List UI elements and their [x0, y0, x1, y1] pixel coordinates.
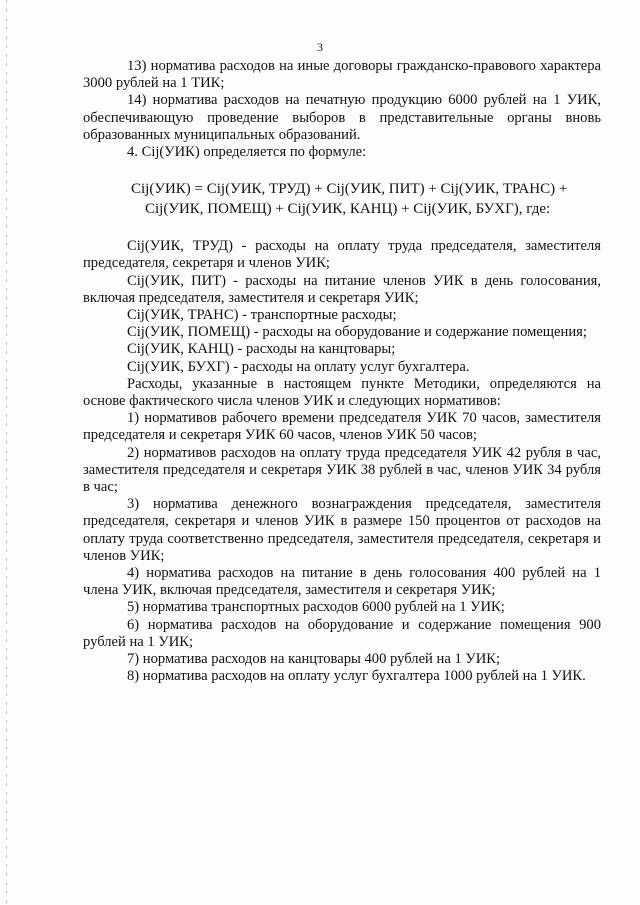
- norm-item-4: 4) норматива расходов на питание в день голосования 400 рублей на 1 члена УИК, включая председателя, заместителя и секретаря УИК;: [83, 565, 601, 599]
- norm-item-6: 6) норматива расходов на оборудование и содержание помещения 900 рублей на 1 УИК;: [83, 616, 601, 650]
- definition-buhg: Cij(УИК, БУХГ) - расходы на оплату услуг бухгалтера.: [127, 358, 470, 375]
- norm-item-8: 8) норматива расходов на оплату услуг бухгалтера 1000 рублей на 1 УИК.: [127, 668, 586, 685]
- formula-line-2: Cij(УИК, ПОМЕЩ) + Cij(УИК, КАНЦ) + Cij(УИК, БУХГ), где:: [145, 201, 551, 218]
- formula-block: [83, 179, 601, 219]
- norm-item-1: 1) нормативов рабочего времени председателя УИК 70 часов, заместителя председателя и секретаря УИК 60 часов, членов УИК 50 часов;: [83, 410, 601, 444]
- page-number: 3: [317, 40, 323, 54]
- definition-trud: Cij(УИК, ТРУД) - расходы на оплату труда председателя, заместителя председателя, секретаря и членов УИК;: [83, 238, 601, 272]
- definition-trans: Cij(УИК, ТРАНС) - транспортные расходы;: [127, 307, 397, 324]
- norm-item-3: 3) норматива денежного вознаграждения председателя, заместителя председателя, секретаря и членов УИК в размере 150 процентов от расходов на оплату труда соответственно председателя, заместителя председателя, секретаря и членов УИК;: [83, 496, 601, 564]
- norm-item-5: 5) норматива транспортных расходов 6000 рублей на 1 УИК;: [127, 599, 505, 616]
- formula-line-1: Cij(УИК) = Cij(УИК, ТРУД) + Cij(УИК, ПИТ) + Cij(УИК, ТРАНС) +: [131, 181, 568, 198]
- paragraph-item-13: 13) норматива расходов на иные договоры гражданско-правового характера 3000 рублей на 1 ТИК;: [83, 58, 601, 92]
- norm-item-2: 2) нормативов расходов на оплату труда председателя УИК 42 рубля в час, заместителя председателя и секретаря УИК 38 рублей в час, членов УИК 34 рубля в час;: [83, 444, 601, 496]
- paragraph-expenses-basis: Расходы, указанные в настоящем пункте Методики, определяются на основе фактического числа членов УИК и следующих нормативов:: [83, 375, 601, 410]
- document-body: [83, 58, 601, 686]
- paragraph-item-14: 14) норматива расходов на печатную продукцию 6000 рублей на 1 УИК, обеспечивающую проведение выборов в представительные органы вновь образованных муниципальных образований.: [83, 92, 601, 143]
- scan-edge-line: [6, 0, 7, 905]
- paragraph-section-4-intro: 4. Cij(УИК) определяется по формуле:: [127, 144, 367, 161]
- norm-item-7: 7) норматива расходов на канцтовары 400 рублей на 1 УИК;: [127, 651, 501, 668]
- definition-pit: Cij(УИК, ПИТ) - расходы на питание членов УИК в день голосования, включая председателя, заместителя и секретаря УИК;: [83, 272, 601, 306]
- definition-pomesch: Cij(УИК, ПОМЕЩ) - расходы на оборудование и содержание помещения;: [127, 324, 587, 341]
- definition-kanc: Cij(УИК, КАНЦ) - расходы на канцтовары;: [127, 341, 396, 358]
